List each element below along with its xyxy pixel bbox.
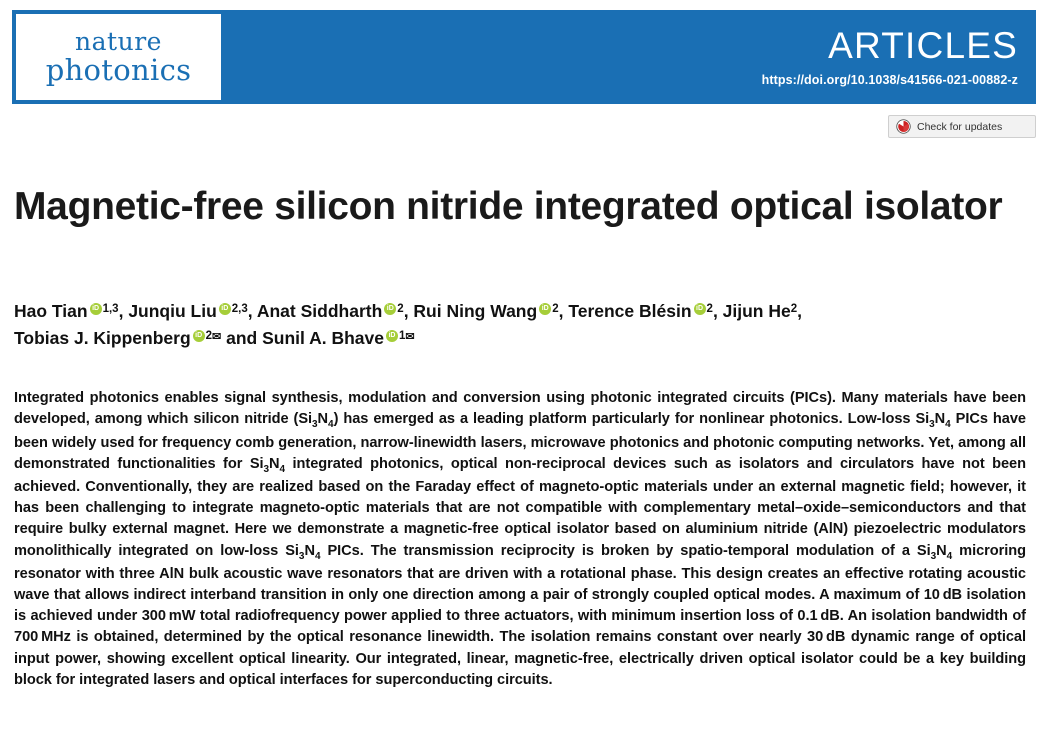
check-for-updates-label: Check for updates — [917, 120, 1003, 133]
journal-logo — [16, 14, 221, 100]
refresh-badge-icon — [896, 119, 911, 134]
header-right-block — [221, 10, 1036, 104]
author-list: Hao Tian iD $^{1,3}$, Junqiu Liu iD $^{2,3}$, Anat Siddharth iD $^2$, Rui Ning Wang iD $^2$, Terence Blésin iD $^2$, Jijun He$^2$, Tobias J. Kippenberg iD $^{2✉}$ and Sunil A. Bhave iD $^{1✉}$ — [14, 298, 1024, 352]
section-label: ARTICLES — [828, 25, 1018, 66]
journal-name-line1: nature — [75, 26, 162, 56]
abstract-text: Integrated photonics enables signal synthesis, modulation and conversion using photonic integrated circuits (PICs). Many materials have been developed, among which silicon nitride $(Si_3N_4)$ has emerged as a leading platform particularly for nonlinear photonics. Low-loss $Si_3N_4$ PICs have been widely used for frequency comb generation, narrow-linewidth lasers, microwave photonics and photonic computing networks. Yet, among all demonstrated functionalities for $Si_3N_4$ integrated photonics, optical non-reciprocal devices such as isolators and circulators have not been achieved. Conventionally, they are realized based on the Faraday effect of magneto-optic materials under an external magnetic field; however, it has been challenging to integrate magneto-optic materials that are not compatible with complementary metal–oxide–semiconductors and that require bulky external magnet. Here we demonstrate a magnetic-free optical isolator based on aluminium nitride (AlN) piezoelectric modulators monolithically integrated on low-loss $Si_3N_4$ PICs. The transmission reciprocity is broken by spatio-temporal modulation of a $Si_3N_4$ microring resonator with three AlN bulk acoustic wave resonators that are driven with a rotational phase. This design creates an effective rotating acoustic wave that allows indirect interband transition in only one direction among a pair of strongly coupled optical modes. A maximum of 10 dB isolation is achieved under 300 mW total radiofrequency power applied to three actuators, with minimum insertion loss of 0.1 dB. An isolation bandwidth of 700 MHz is obtained, determined by the optical resonance linewidth. The isolation remains constant over nearly 30 dB dynamic range of optical input power, showing excellent optical linearity. Our integrated, linear, magnetic-free, electrically driven optical isolator could be a key building block for integrated lasers and optical interfaces for superconducting circuits. — [14, 390, 1027, 688]
journal-header-banner — [12, 10, 1036, 104]
check-for-updates-button[interactable] — [888, 115, 1036, 138]
page-title: Magnetic-free silicon nitride integrated optical isolator — [14, 185, 1003, 229]
journal-name-line2: photonics — [45, 52, 192, 87]
doi-link[interactable]: https://doi.org/10.1038/s41566-021-00882-z — [761, 73, 1018, 87]
